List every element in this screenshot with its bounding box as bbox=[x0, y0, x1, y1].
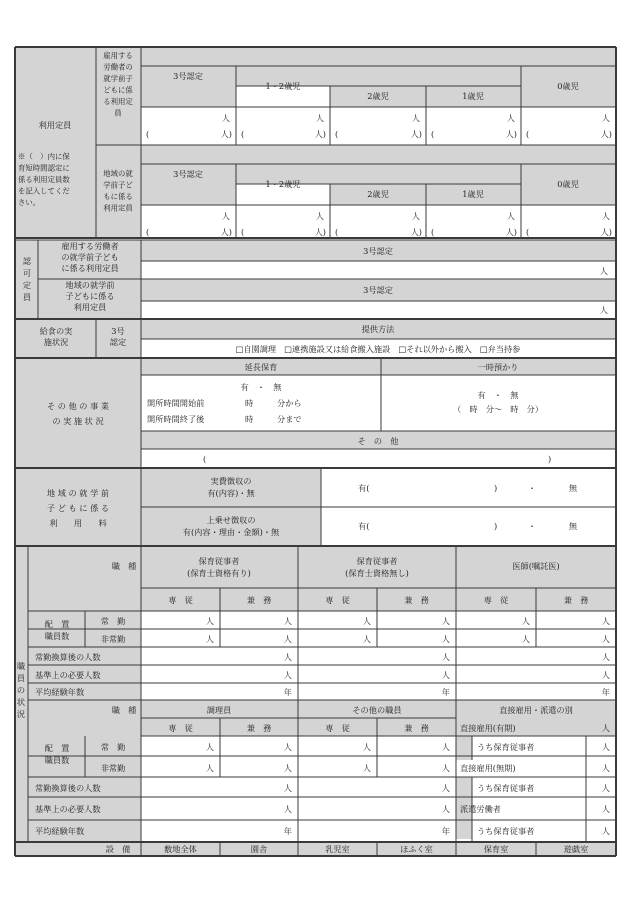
local-capacity-label: もに係る bbox=[103, 192, 133, 201]
assigned-staff-label: 職員数 bbox=[44, 631, 70, 641]
staff-label: 職 bbox=[16, 661, 26, 671]
fte-label: 常勤換算後の人数 bbox=[35, 783, 101, 793]
capacity-note: 育短時間認定に bbox=[18, 163, 70, 173]
unit-person: 人 bbox=[601, 723, 610, 733]
column-subheader: 専 従 bbox=[325, 723, 350, 733]
unit-year: 年 bbox=[441, 826, 450, 836]
capacity-note: ※（ ）内に保 bbox=[18, 152, 70, 161]
unit-person: 人 bbox=[283, 616, 292, 626]
unit-person: 人 bbox=[521, 616, 530, 626]
capacity-paren-open: ( bbox=[431, 129, 435, 139]
fee-dot: ・ bbox=[527, 521, 537, 531]
column-subheader: 兼 務 bbox=[563, 595, 589, 605]
unit-person: 人 bbox=[205, 634, 214, 644]
surcharge-label: 有(内容・理由・金額)・無 bbox=[182, 527, 280, 537]
capacity-paren-open: ( bbox=[241, 227, 245, 237]
fee-yes: 有( bbox=[358, 483, 370, 493]
capacity-unit: 人 bbox=[221, 113, 230, 123]
authorized-employed-label: 雇用する労働者 bbox=[61, 241, 119, 251]
meal-category: 3号 bbox=[111, 326, 125, 336]
facility-column: 遊戯室 bbox=[563, 844, 589, 854]
age0-header: 0歳児 bbox=[557, 179, 579, 189]
employment-row-label: 直接雇用(有期) bbox=[460, 723, 516, 733]
fees-label: 子 ど も に 係 る bbox=[46, 503, 110, 513]
authorized-local-label: 子どもに係る bbox=[65, 291, 115, 301]
capacity-paren-close: 人) bbox=[505, 129, 517, 139]
temporary-care-yesno: 有 ・ 無 bbox=[477, 390, 519, 400]
unit-person: 人 bbox=[362, 616, 371, 626]
authorized-label: 定 bbox=[22, 280, 32, 290]
unit-person: 人 bbox=[283, 763, 292, 773]
column-subheader: 専 従 bbox=[168, 595, 193, 605]
capacity-paren-open: ( bbox=[526, 129, 530, 139]
local-capacity-label: 利用定員 bbox=[103, 203, 133, 213]
capacity-unit: 人 bbox=[315, 211, 324, 221]
unit-person: 人 bbox=[601, 670, 610, 680]
unit-person: 人 bbox=[441, 652, 450, 662]
unit-person: 人 bbox=[601, 826, 610, 836]
meal-category: 認定 bbox=[109, 337, 127, 347]
authorized-cat3: 3号認定 bbox=[363, 246, 393, 256]
unit-person: 人 bbox=[441, 742, 450, 752]
assigned-staff-label: 配 置 bbox=[44, 619, 70, 629]
authorized-employed-label: に係る利用定員 bbox=[61, 263, 119, 273]
local-capacity-label: 学前子ど bbox=[103, 180, 133, 190]
capacity-paren-open: ( bbox=[431, 227, 435, 237]
hour-label: 時 bbox=[245, 398, 254, 408]
other-paren-close: ) bbox=[548, 454, 552, 464]
unit-person: 人 bbox=[283, 742, 292, 752]
age1-header: 1歳児 bbox=[462, 91, 484, 101]
required-label: 基準上の必要人数 bbox=[35, 804, 101, 814]
employed-capacity-label: 就学前子 bbox=[103, 74, 133, 83]
required-label: 基準上の必要人数 bbox=[35, 670, 101, 680]
shaded-cell bbox=[330, 86, 521, 107]
authorized-local-label: 利用定員 bbox=[73, 302, 107, 312]
meal-method-header: 提供方法 bbox=[361, 324, 395, 334]
unit-person: 人 bbox=[205, 742, 214, 752]
capacity-label: 利用定員 bbox=[38, 120, 72, 130]
other-services-label: の 実 施 状 況 bbox=[52, 416, 104, 426]
unit-person: 人 bbox=[521, 634, 530, 644]
job-type-label: 職 種 bbox=[111, 561, 137, 571]
other-paren-open: ( bbox=[203, 454, 207, 464]
column-subheader: 専 従 bbox=[325, 595, 350, 605]
age12-header: 1・2歳児 bbox=[265, 81, 301, 91]
unit-person: 人 bbox=[441, 763, 450, 773]
capacity-paren-open: ( bbox=[241, 129, 245, 139]
shaded-cell bbox=[141, 47, 616, 66]
until-label: 分まで bbox=[277, 414, 302, 424]
nonregular-label: 非常勤 bbox=[100, 634, 126, 644]
employed-capacity-label: 労働者の bbox=[103, 62, 133, 72]
capacity-paren-close: 人) bbox=[600, 227, 612, 237]
header-employment: 直接雇用・派遣の別 bbox=[499, 705, 573, 715]
meal-options: □自園調理 □連携施設又は給食搬入施設 □それ以外から搬入 □弁当持参 bbox=[235, 344, 521, 354]
actual-cost-label: 実費徴収の bbox=[210, 476, 252, 486]
age0-header: 0歳児 bbox=[557, 81, 579, 91]
temporary-care-header: 一時預かり bbox=[477, 362, 519, 372]
other-header: そ の 他 bbox=[357, 436, 399, 446]
column-subheader: 専 従 bbox=[168, 723, 193, 733]
header-doctor: 医師(嘱託医) bbox=[512, 561, 560, 571]
before-open-label: 開所時間開始前 bbox=[147, 398, 205, 408]
header-nursery-qualified: (保育士資格有り) bbox=[187, 568, 251, 578]
shaded-cell bbox=[141, 358, 616, 375]
unit-person: 人 bbox=[601, 763, 610, 773]
staff-label: 況 bbox=[16, 709, 26, 719]
unit-person: 人 bbox=[441, 670, 450, 680]
actual-cost-label: 有(内容)・無 bbox=[207, 488, 255, 498]
capacity-unit: 人 bbox=[601, 113, 610, 123]
authorized-cat3: 3号認定 bbox=[363, 285, 393, 295]
fee-close: ) bbox=[494, 483, 498, 493]
after-close-label: 開所時間終了後 bbox=[147, 414, 205, 424]
unit-person: 人 bbox=[362, 742, 371, 752]
employment-row-label: 派遣労働者 bbox=[460, 804, 501, 814]
capacity-unit: 人 bbox=[506, 113, 515, 123]
staff-label: 員 bbox=[16, 673, 26, 683]
header-nursery-qualified: 保育従事者 bbox=[198, 556, 240, 566]
unit-person: 人 bbox=[283, 804, 292, 814]
authorized-label: 可 bbox=[22, 268, 32, 278]
assigned-staff-label: 職員数 bbox=[44, 755, 70, 765]
cat3-header: 3号認定 bbox=[173, 71, 203, 81]
fees-label: 地 域 の 就 学 前 bbox=[46, 488, 110, 498]
unit-person: 人 bbox=[441, 616, 450, 626]
capacity-unit: 人 bbox=[601, 211, 610, 221]
capacity-paren-close: 人) bbox=[314, 227, 326, 237]
hour-label: 時 bbox=[245, 414, 254, 424]
employment-row-label: うち保育従事者 bbox=[477, 826, 535, 836]
unit-year: 年 bbox=[441, 687, 450, 697]
capacity-note: を記入してくだ bbox=[18, 186, 70, 196]
capacity-paren-close: 人) bbox=[220, 227, 232, 237]
header-nursery-unqualified: 保育従事者 bbox=[356, 556, 398, 566]
unit-person: 人 bbox=[205, 763, 214, 773]
unit-person: 人 bbox=[441, 804, 450, 814]
unit-person: 人 bbox=[283, 652, 292, 662]
unit-person: 人 bbox=[601, 652, 610, 662]
unit-year: 年 bbox=[601, 687, 610, 697]
capacity-paren-close: 人) bbox=[314, 129, 326, 139]
authorized-label: 員 bbox=[22, 292, 32, 302]
facilities-label: 設 備 bbox=[105, 844, 131, 854]
capacity-note: さい。 bbox=[18, 198, 41, 207]
unit-person: 人 bbox=[283, 783, 292, 793]
age2-header: 2歳児 bbox=[367, 189, 389, 199]
other-services-label: そ の 他 の 事 業 bbox=[46, 401, 110, 411]
facility-column: 乳児室 bbox=[325, 844, 350, 854]
age12-header: 1・2歳児 bbox=[265, 179, 301, 189]
surcharge-label: 上乗せ徴収の bbox=[206, 515, 256, 525]
facility-column: 保育室 bbox=[483, 844, 509, 854]
fee-dot: ・ bbox=[527, 483, 537, 493]
assigned-staff-label: 配 置 bbox=[44, 743, 70, 753]
unit-person: 人 bbox=[601, 634, 610, 644]
capacity-paren-close: 人) bbox=[410, 129, 422, 139]
unit-person: 人 bbox=[601, 616, 610, 626]
unit-person: 人 bbox=[362, 763, 371, 773]
capacity-paren-close: 人) bbox=[410, 227, 422, 237]
column-subheader: 兼 務 bbox=[246, 723, 272, 733]
unit-year: 年 bbox=[283, 687, 292, 697]
extended-care-header: 延長保育 bbox=[244, 362, 278, 372]
unit-year: 年 bbox=[283, 826, 292, 836]
column-subheader: 兼 務 bbox=[246, 595, 272, 605]
regular-label: 常 勤 bbox=[100, 616, 126, 626]
capacity-paren-open: ( bbox=[146, 129, 150, 139]
column-subheader: 専 従 bbox=[483, 595, 509, 605]
facility-column: ほふく室 bbox=[400, 844, 433, 854]
avg-experience-label: 平均経験年数 bbox=[35, 687, 85, 697]
from-label: 分から bbox=[277, 398, 302, 408]
authorized-unit: 人 bbox=[599, 266, 608, 276]
unit-person: 人 bbox=[601, 783, 610, 793]
fees-label: 利 用 料 bbox=[49, 518, 107, 528]
employment-row-label: 直接雇用(無期) bbox=[460, 763, 516, 773]
authorized-local-label: 地域の就学前 bbox=[65, 280, 115, 290]
employed-capacity-label: 員 bbox=[114, 108, 122, 118]
authorized-label: 認 bbox=[22, 256, 32, 266]
capacity-paren-open: ( bbox=[335, 227, 339, 237]
nonregular-label: 非常勤 bbox=[100, 763, 126, 773]
capacity-paren-close: 人) bbox=[600, 129, 612, 139]
unit-person: 人 bbox=[205, 616, 214, 626]
meal-label: 給食の実 bbox=[39, 326, 73, 336]
capacity-paren-open: ( bbox=[526, 227, 530, 237]
capacity-paren-open: ( bbox=[146, 227, 150, 237]
capacity-unit: 人 bbox=[411, 113, 420, 123]
authorized-unit: 人 bbox=[599, 305, 608, 315]
column-subheader: 兼 務 bbox=[404, 723, 429, 733]
fee-no: 無 bbox=[568, 521, 578, 531]
staff-label: 状 bbox=[16, 697, 26, 707]
authorized-employed-label: の就学前子ども bbox=[61, 252, 119, 262]
header-other-staff: その他の職員 bbox=[352, 705, 402, 715]
employment-row-label: うち保育従事者 bbox=[477, 783, 535, 793]
age1-header: 1歳児 bbox=[462, 189, 484, 199]
facility-column: 敷地全体 bbox=[164, 844, 197, 854]
unit-person: 人 bbox=[362, 634, 371, 644]
employed-capacity-label: どもに係 bbox=[103, 85, 133, 95]
extended-care-yesno: 有 ・ 無 bbox=[240, 382, 282, 392]
capacity-unit: 人 bbox=[315, 113, 324, 123]
job-type-label: 職 種 bbox=[111, 705, 137, 715]
header-cook: 調理員 bbox=[206, 705, 232, 715]
facility-column: 園舎 bbox=[250, 844, 268, 854]
fte-label: 常勤換算後の人数 bbox=[35, 652, 101, 662]
employment-row-label: うち保育従事者 bbox=[477, 742, 535, 752]
capacity-unit: 人 bbox=[221, 211, 230, 221]
local-capacity-label: 地域の就 bbox=[103, 169, 133, 178]
capacity-unit: 人 bbox=[411, 211, 420, 221]
employed-capacity-label: 雇用する bbox=[103, 51, 133, 60]
fee-yes: 有( bbox=[358, 521, 370, 531]
staff-label: の bbox=[16, 685, 26, 695]
avg-experience-label: 平均経験年数 bbox=[35, 826, 85, 836]
capacity-unit: 人 bbox=[506, 211, 515, 221]
column-subheader: 兼 務 bbox=[404, 595, 429, 605]
capacity-paren-open: ( bbox=[335, 129, 339, 139]
employed-capacity-label: る利用定 bbox=[103, 97, 133, 106]
unit-person: 人 bbox=[601, 804, 610, 814]
header-nursery-unqualified: (保育士資格無し) bbox=[345, 568, 409, 578]
capacity-note: 係る利用定員数 bbox=[18, 175, 70, 184]
age2-header: 2歳児 bbox=[367, 91, 389, 101]
shaded-cell bbox=[141, 145, 616, 164]
capacity-paren-close: 人) bbox=[220, 129, 232, 139]
meal-label: 施状況 bbox=[43, 337, 69, 347]
fee-close: ) bbox=[494, 521, 498, 531]
unit-person: 人 bbox=[441, 634, 450, 644]
unit-person: 人 bbox=[441, 783, 450, 793]
shaded-cell bbox=[15, 358, 141, 468]
unit-person: 人 bbox=[283, 670, 292, 680]
cat3-header: 3号認定 bbox=[173, 169, 203, 179]
fee-no: 無 bbox=[568, 483, 578, 493]
shaded-cell bbox=[330, 184, 521, 205]
unit-person: 人 bbox=[601, 742, 610, 752]
temporary-care-time: （ 時 分～ 時 分） bbox=[452, 404, 544, 414]
regular-label: 常 勤 bbox=[100, 742, 126, 752]
unit-person: 人 bbox=[283, 634, 292, 644]
capacity-paren-close: 人) bbox=[505, 227, 517, 237]
